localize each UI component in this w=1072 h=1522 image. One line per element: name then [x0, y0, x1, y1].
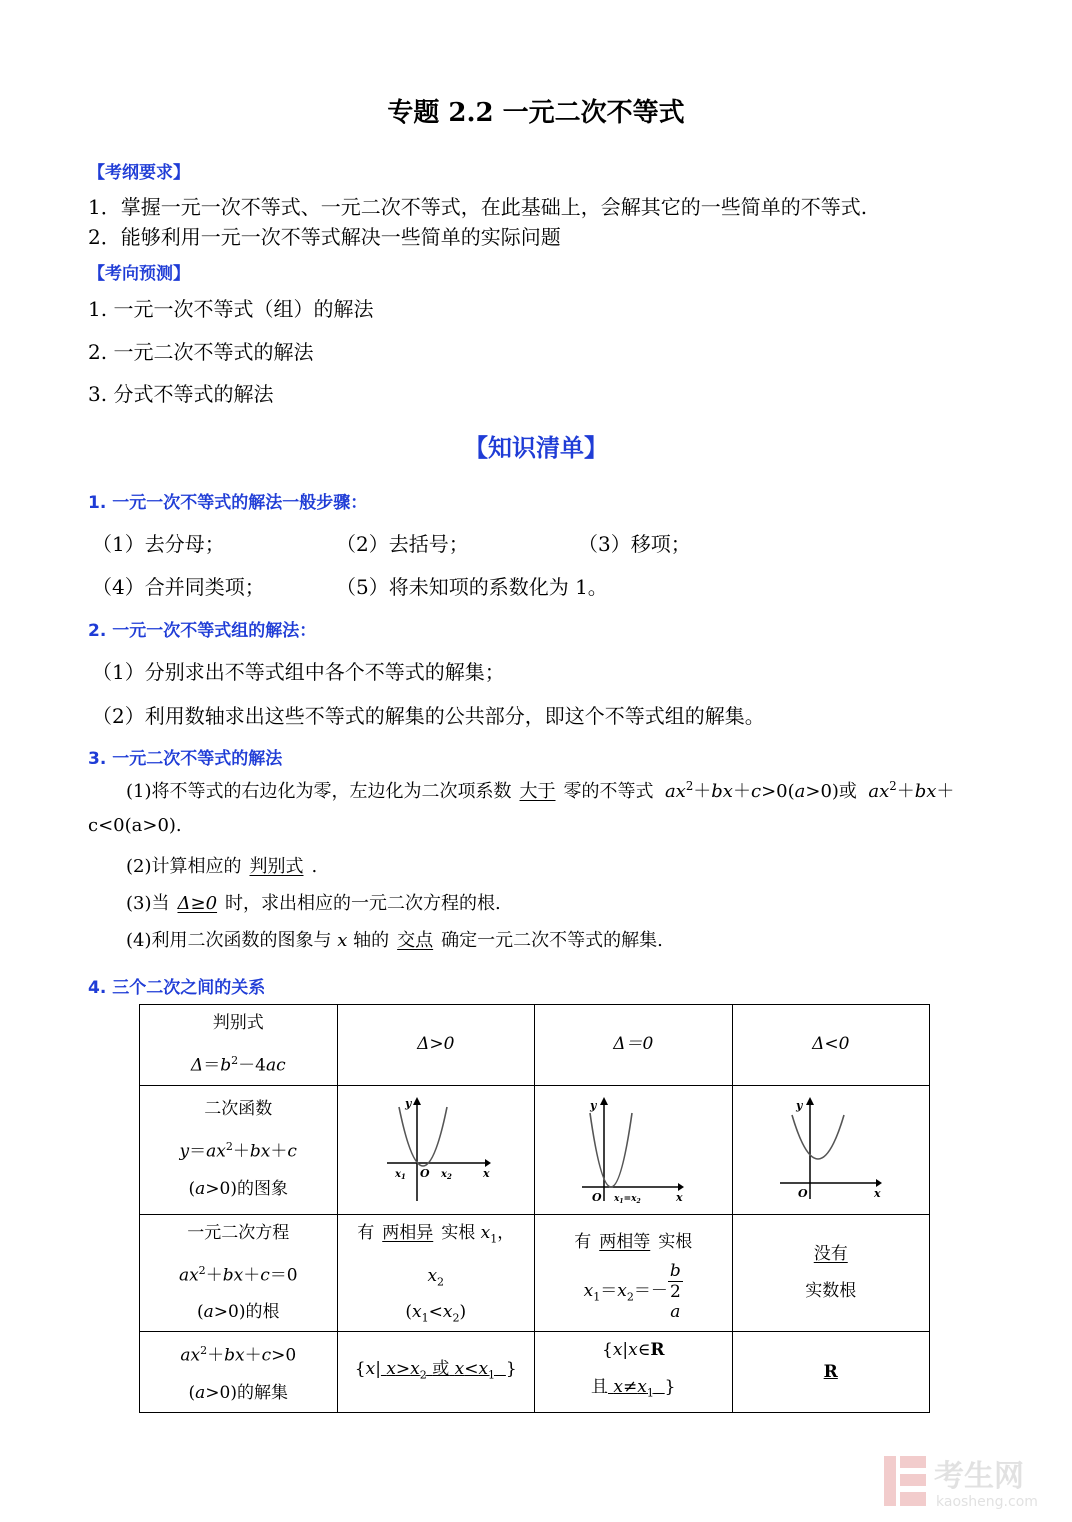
- or-word: 或: [432, 1358, 450, 1379]
- forecast-heading: 【考向预测】: [88, 264, 190, 284]
- page-title: 专题 2.2 一元二次不等式: [387, 98, 685, 128]
- s3-p3-text2: 时，求出相应的一元二次方程的根.: [225, 893, 501, 914]
- outline-item: 1．掌握一元一次不等式、一元二次不等式，在此基础上，会解其它的一些简单的不等式.: [88, 195, 868, 219]
- forecast-item: 2. 一元二次不等式的解法: [88, 340, 314, 364]
- y-axis-arrow: [600, 1097, 608, 1105]
- step-item: （1）分别求出不等式组中各个不等式的解集；: [92, 660, 505, 684]
- watermark-url: kaosheng.com: [936, 1494, 1038, 1510]
- y-label: y: [795, 1098, 803, 1112]
- solution-equal-roots-line2: 且 $x\ne x_1$ }: [590, 1377, 676, 1400]
- equation-label: 一元二次方程: [187, 1222, 290, 1243]
- equation-formula: $ax^2+bx+c=0$: [178, 1263, 298, 1286]
- equal-suffix: 实根: [658, 1231, 693, 1252]
- table-row: [140, 1214, 930, 1332]
- equation-roots-label: 的根: [245, 1302, 280, 1323]
- y-axis-arrow: [806, 1097, 814, 1105]
- forecast-item: 3. 分式不等式的解法: [88, 382, 274, 406]
- table-cell: [732, 1332, 930, 1413]
- s3-p4-text3: 确定一元二次不等式的解集.: [441, 930, 663, 951]
- knowledge-heading: 【知识清单】: [464, 434, 608, 462]
- s3-paragraph-2: [126, 852, 317, 878]
- parabola-curve: [590, 1113, 632, 1187]
- solution-two-roots: {x| $x>x_2$ 或 $x<x_1$ }: [354, 1358, 517, 1382]
- step-item: （5）将未知项的系数化为 1。: [336, 575, 608, 599]
- table-cell: [337, 1085, 535, 1214]
- s3-p4-text2: 轴的: [353, 930, 390, 951]
- section-4-heading: 4. 三个二次之间的关系: [88, 978, 266, 998]
- table-cell: [535, 1332, 733, 1413]
- kaosheng-watermark-logo: [880, 1450, 1050, 1512]
- section-3-heading: 3. 一元二次不等式的解法: [88, 749, 283, 769]
- table-cell: [140, 1214, 338, 1332]
- origin-label: O: [797, 1186, 808, 1200]
- step-item: （1）去分母；: [92, 532, 225, 556]
- root-x1-label: $x_1$: [394, 1168, 406, 1181]
- table-row: [140, 1005, 930, 1086]
- delta-negative: Δ<0: [812, 1034, 850, 1055]
- function-condition: (a>0)的图象: [188, 1178, 288, 1199]
- s3-paragraph-4: [126, 926, 663, 952]
- x-label: x: [676, 1190, 683, 1204]
- watermark-brand: 考生网: [934, 1459, 1024, 1494]
- table-cell: [535, 1214, 733, 1332]
- s3-p2-text: (2)计算相应的: [126, 856, 242, 877]
- table-cell: [535, 1005, 733, 1086]
- delta-positive: Δ>0: [417, 1034, 455, 1055]
- root-x2: $x_2$: [427, 1265, 445, 1289]
- equal-blank: 两相等: [599, 1231, 651, 1252]
- s3-p1-blank: 大于: [519, 781, 556, 802]
- discriminant-label: 判别式: [212, 1013, 264, 1033]
- x-axis-arrow: [678, 1183, 684, 1191]
- inequality-formula: $ax^2+bx+c>0$: [180, 1344, 297, 1366]
- parabola-two-roots-graph: [381, 1095, 491, 1205]
- x-axis-arrow: [876, 1179, 882, 1187]
- table-row: [140, 1332, 930, 1413]
- section-1-heading: 1. 一元一次不等式的解法一般步骤：: [88, 493, 368, 513]
- roots-suffix: 实根: [441, 1223, 476, 1244]
- s3-p3-text: (3)当: [126, 893, 170, 914]
- section-2-heading: 2. 一元一次不等式组的解法：: [88, 621, 317, 641]
- quadratic-relations-table: [139, 1004, 930, 1413]
- double-root-label: $x_1=x_2$: [614, 1193, 641, 1205]
- forecast-item: 1. 一元一次不等式（组）的解法: [88, 297, 374, 321]
- step-item: （2）去括号；: [336, 532, 469, 556]
- no-real-roots-label: 实数根: [805, 1280, 857, 1301]
- s3-p4-text: (4)利用二次函数的图象与: [126, 930, 332, 951]
- function-label: 二次函数: [204, 1099, 273, 1120]
- table-cell: [732, 1085, 930, 1214]
- x-axis-arrow: [485, 1159, 491, 1167]
- s3-p1-text2: 零的不等式: [563, 781, 654, 802]
- step-item: （3）移项；: [578, 532, 691, 556]
- equal-roots: [539, 1224, 728, 1261]
- roots-order: $(x_1<x_2)$: [405, 1302, 467, 1325]
- s3-p2-end: .: [311, 856, 318, 877]
- outline-heading: 【考纲要求】: [88, 163, 190, 183]
- origin-label: O: [419, 1166, 430, 1180]
- function-graph-label: 的图象: [236, 1178, 288, 1199]
- no-roots-blank: 没有: [813, 1243, 848, 1264]
- outline-item: 2．能够利用一元一次不等式解决一些简单的实际问题: [88, 225, 561, 249]
- s3-p1-text: (1)将不等式的右边化为零，左边化为二次项系数: [126, 781, 512, 802]
- origin-label: O: [592, 1190, 602, 1204]
- equation-condition: (a>0)的根: [197, 1302, 280, 1323]
- step-item: （2）利用数轴求出这些不等式的解集的公共部分，即这个不等式组的解集。: [92, 704, 765, 728]
- y-label: y: [590, 1098, 597, 1112]
- delta-zero: Δ＝0: [613, 1034, 654, 1055]
- two-distinct-roots: 有 两相异 实根 $x_1$，: [357, 1223, 515, 1246]
- s3-p4-blank: 交点: [397, 930, 434, 951]
- function-formula: $y=ax^2+bx+c$: [179, 1140, 297, 1162]
- watermark-mark-icon: [884, 1456, 926, 1506]
- table-row: [140, 1085, 930, 1214]
- discriminant-formula: $\Delta=b^2-4ac$: [190, 1054, 286, 1076]
- step-item: （4）合并同类项；: [92, 575, 265, 599]
- parabola-curve: [399, 1107, 447, 1166]
- parabola-no-root-graph: [776, 1095, 886, 1205]
- s3-p2-blank: 判别式: [249, 856, 304, 877]
- s3-paragraph-3: [126, 889, 501, 915]
- solution-set-label: 的解集: [236, 1382, 288, 1403]
- solution-equal-roots-line1: {x|x∈R: [602, 1340, 665, 1361]
- table-cell: [337, 1214, 535, 1332]
- table-cell: [535, 1085, 733, 1214]
- x-label: x: [873, 1186, 881, 1200]
- x-label: x: [482, 1166, 490, 1180]
- table-cell: [140, 1332, 338, 1413]
- roots-prefix: 有: [357, 1223, 375, 1244]
- s3-p4-x: x: [337, 930, 348, 951]
- parabola-curve: [792, 1115, 844, 1159]
- s3-p3-blank: Δ≥0: [177, 893, 218, 914]
- s3-paragraph-1: (1)将不等式的右边化为零，左边化为二次项系数 大于 零的不等式 $ax^2+bx+c>0(a>0)$或 $ax^2+bx+$: [126, 779, 955, 802]
- y-label: y: [404, 1096, 412, 1110]
- equal-roots-formula: $x_1=x_2=-$ b 2 a: [583, 1260, 681, 1322]
- inequality-condition: (a>0)的解集: [188, 1382, 288, 1403]
- table-cell: [140, 1005, 338, 1086]
- table-cell: [337, 1332, 535, 1413]
- roots-blank: 两相异: [382, 1223, 434, 1244]
- table-cell: [732, 1214, 930, 1332]
- table-cell: [732, 1005, 930, 1086]
- root-x2-label: $x_2$: [440, 1168, 452, 1181]
- y-axis-arrow: [413, 1097, 421, 1105]
- s3-paragraph-1-cont: c<0(a>0).: [88, 815, 182, 836]
- and-word: 且: [590, 1377, 608, 1398]
- parabola-one-root-graph: [578, 1095, 688, 1205]
- solution-all-reals: R: [823, 1361, 838, 1382]
- equal-prefix: 有: [574, 1231, 592, 1252]
- table-cell: [140, 1085, 338, 1214]
- table-cell: [337, 1005, 535, 1086]
